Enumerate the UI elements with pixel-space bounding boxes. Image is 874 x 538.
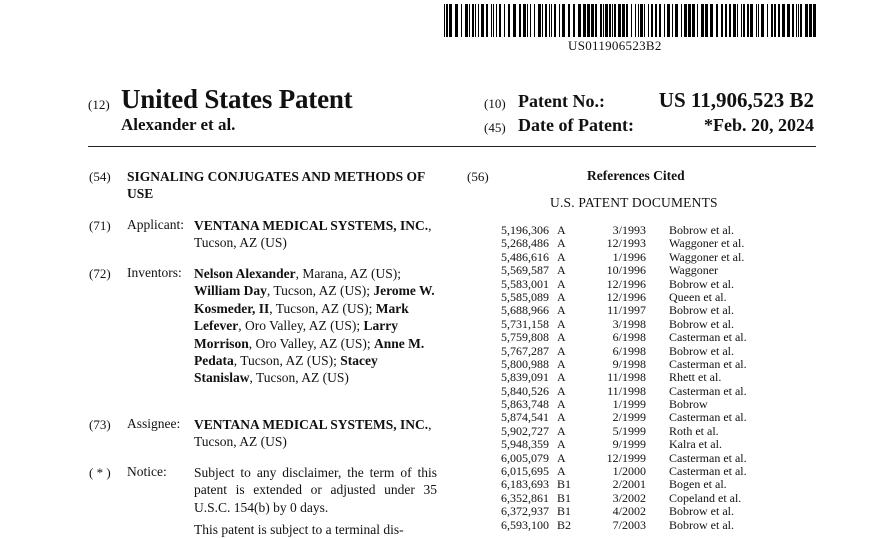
reference-row — [486, 237, 826, 250]
reference-date: 3/1998 — [612, 316, 646, 331]
reference-number: 5,902,727 — [501, 423, 549, 438]
reference-date: 10/1996 — [606, 263, 646, 278]
inventors-list — [194, 265, 439, 387]
reference-inventor: Bobrow et al. — [669, 504, 734, 519]
reference-row — [486, 505, 826, 518]
references-cited-heading: References Cited — [587, 168, 685, 183]
reference-date: 12/1996 — [606, 289, 646, 304]
reference-inventor: Bobrow et al. — [669, 303, 734, 318]
reference-inventor: Kalra et al. — [669, 437, 722, 452]
reference-kind: A — [557, 276, 566, 291]
assignee — [194, 416, 439, 451]
reference-number: 5,863,748 — [501, 397, 549, 412]
reference-date: 12/1999 — [606, 450, 646, 465]
inventors-label: Inventors: — [127, 265, 182, 280]
reference-inventor: Bobrow — [669, 397, 708, 412]
reference-inventor: Casterman et al. — [669, 356, 747, 371]
reference-number: 5,874,541 — [501, 410, 549, 425]
reference-inventor: Rhett et al. — [669, 370, 722, 385]
reference-number: 6,372,937 — [501, 504, 549, 519]
terminal-disclaimer-text: This patent is subject to a terminal dis- — [194, 522, 404, 537]
reference-date: 11/1998 — [607, 383, 646, 398]
reference-kind: A — [557, 263, 566, 278]
authors: Alexander et al. — [121, 115, 236, 134]
reference-inventor: Bobrow et al. — [669, 316, 734, 331]
reference-number: 6,593,100 — [501, 517, 549, 532]
reference-kind: B1 — [557, 477, 572, 492]
reference-date: 12/1996 — [606, 276, 646, 291]
reference-inventor: Waggoner — [669, 263, 719, 278]
reference-kind: A — [557, 236, 566, 251]
inventor-name: Larry Morrison — [194, 318, 398, 351]
reference-row — [486, 278, 826, 291]
reference-row — [486, 452, 826, 465]
date-of-patent-label: Date of Patent: — [518, 115, 634, 135]
reference-kind: A — [557, 370, 566, 385]
reference-date: 12/1993 — [606, 236, 646, 251]
patent-barcode — [444, 4, 816, 37]
reference-date: 7/2003 — [612, 517, 646, 532]
reference-number: 5,839,091 — [501, 370, 549, 385]
code-10: (10) — [484, 96, 506, 111]
reference-date: 2/1999 — [612, 410, 646, 425]
reference-inventor: Casterman et al. — [669, 330, 747, 345]
reference-number: 6,005,079 — [501, 450, 549, 465]
reference-row — [486, 492, 826, 505]
reference-number: 5,268,486 — [501, 236, 549, 251]
reference-date: 11/1998 — [607, 370, 646, 385]
inventor-name: Anne M. Pedata — [194, 335, 425, 369]
reference-inventor: Casterman et al. — [669, 410, 747, 425]
inventor-location: , Tucson, AZ (US); — [233, 353, 341, 369]
patent-number: US 11,906,523 B2 — [658, 88, 814, 112]
reference-inventor: Bogen et al. — [669, 477, 727, 492]
reference-inventor: Queen et al. — [669, 289, 727, 304]
reference-date: 2/2001 — [612, 477, 646, 492]
code-notice: ( * ) — [89, 465, 111, 480]
reference-kind: A — [557, 343, 566, 358]
reference-row — [486, 411, 826, 424]
inventor-name: William Day — [194, 283, 267, 299]
reference-kind: B2 — [557, 517, 572, 532]
reference-date: 9/1999 — [612, 437, 646, 452]
reference-row — [486, 318, 826, 331]
reference-date: 11/1997 — [607, 303, 646, 318]
patent-number-label: Patent No.: — [518, 91, 605, 111]
reference-kind: A — [557, 383, 566, 398]
reference-kind: A — [557, 450, 566, 465]
applicant-location: , Tucson, AZ (US) — [194, 218, 432, 251]
reference-row — [486, 224, 826, 237]
inventor-name: Jerome W. Kosmeder, II — [194, 283, 435, 316]
reference-row — [486, 438, 826, 451]
applicant-name: VENTANA MEDICAL SYSTEMS, INC. — [194, 218, 429, 233]
reference-kind: B1 — [557, 490, 572, 505]
reference-kind: A — [557, 316, 566, 331]
reference-date: 3/1993 — [612, 223, 646, 237]
us-patent-documents-heading: U.S. PATENT DOCUMENTS — [550, 195, 718, 210]
reference-kind: B1 — [557, 504, 572, 519]
reference-row — [486, 304, 826, 317]
reference-number: 6,015,695 — [501, 464, 549, 479]
reference-kind: A — [557, 223, 566, 237]
reference-kind: A — [557, 437, 566, 452]
reference-date: 6/1998 — [612, 330, 646, 345]
reference-kind: A — [557, 423, 566, 438]
reference-number: 6,352,861 — [501, 490, 549, 505]
reference-number: 5,486,616 — [501, 249, 549, 264]
reference-row — [486, 358, 826, 371]
reference-number: 5,759,808 — [501, 330, 549, 345]
reference-kind: A — [557, 303, 566, 318]
reference-inventor: Casterman et al. — [669, 450, 747, 465]
applicant — [194, 217, 439, 252]
applicant-label: Applicant: — [127, 217, 184, 232]
code-72: (72) — [89, 266, 111, 281]
reference-number: 5,767,287 — [501, 343, 549, 358]
reference-kind: A — [557, 464, 566, 479]
reference-inventor: Waggoner et al. — [669, 236, 745, 251]
reference-date: 1/1999 — [612, 397, 646, 412]
references-list — [486, 224, 826, 532]
assignee-location: , Tucson, AZ (US) — [194, 417, 432, 450]
reference-row — [486, 371, 826, 384]
code-56: (56) — [467, 169, 489, 184]
code-71: (71) — [89, 218, 111, 233]
reference-row — [486, 264, 826, 277]
reference-inventor: Bobrow et al. — [669, 343, 734, 358]
reference-kind: A — [557, 356, 566, 371]
reference-kind: A — [557, 330, 566, 345]
reference-date: 1/1996 — [612, 249, 646, 264]
reference-row — [486, 331, 826, 344]
reference-kind: A — [557, 249, 566, 264]
inventor-name: Mark Lefever — [194, 300, 409, 334]
code-54: (54) — [89, 169, 111, 184]
reference-number: 5,840,526 — [501, 383, 549, 398]
code-73: (73) — [89, 417, 111, 432]
reference-inventor: Copeland et al. — [669, 490, 742, 505]
reference-row — [486, 251, 826, 264]
invention-title: SIGNALING CONJUGATES AND METHODS OF USE — [127, 169, 425, 202]
assignee-label: Assignee: — [127, 416, 181, 431]
reference-inventor: Bobrow et al. — [669, 223, 734, 237]
reference-number: 5,800,988 — [501, 356, 549, 371]
reference-inventor: Casterman et al. — [669, 383, 747, 398]
notice-label: Notice: — [127, 464, 167, 479]
reference-inventor: Bobrow et al. — [669, 276, 734, 291]
reference-row — [486, 478, 826, 491]
reference-row — [486, 425, 826, 438]
inventor-name: Nelson Alexander — [194, 266, 296, 281]
inventor-location: , Oro Valley, AZ (US); — [248, 335, 374, 351]
reference-number: 5,196,306 — [501, 223, 549, 237]
header-divider — [88, 146, 816, 147]
reference-inventor: Waggoner et al. — [669, 249, 745, 264]
inventor-location: , Tucson, AZ (US); — [269, 300, 376, 316]
date-of-patent: *Feb. 20, 2024 — [704, 115, 814, 135]
reference-number: 5,948,359 — [501, 437, 549, 452]
reference-row — [486, 345, 826, 358]
reference-inventor: Bobrow et al. — [669, 517, 734, 532]
reference-date: 1/2000 — [612, 464, 646, 479]
reference-number: 5,688,966 — [501, 303, 549, 318]
reference-date: 5/1999 — [612, 423, 646, 438]
reference-number: 6,183,693 — [501, 477, 549, 492]
assignee-name: VENTANA MEDICAL SYSTEMS, INC. — [194, 417, 429, 432]
code-12: (12) — [88, 97, 110, 112]
reference-inventor: Casterman et al. — [669, 464, 747, 479]
reference-row — [486, 291, 826, 304]
reference-date: 6/1998 — [612, 343, 646, 358]
reference-date: 3/2002 — [612, 490, 646, 505]
inventor-name: Stacey Stanislaw — [194, 353, 378, 386]
reference-number: 5,731,158 — [501, 316, 549, 331]
reference-number: 5,585,089 — [501, 289, 549, 304]
reference-row — [486, 398, 826, 411]
inventor-location: , Tucson, AZ (US) — [249, 370, 349, 386]
reference-kind: A — [557, 289, 566, 304]
inventor-location: , Marana, AZ (US); — [295, 266, 401, 281]
reference-date: 4/2002 — [612, 504, 646, 519]
reference-date: 9/1998 — [612, 356, 646, 371]
reference-kind: A — [557, 397, 566, 412]
reference-row — [486, 385, 826, 398]
reference-number: 5,583,001 — [501, 276, 549, 291]
barcode-number: US011906523B2 — [568, 38, 662, 53]
reference-inventor: Roth et al. — [669, 423, 719, 438]
patent-type-title: United States Patent — [121, 84, 353, 114]
reference-number: 5,569,587 — [501, 263, 549, 278]
inventor-location: , Tucson, AZ (US); — [266, 283, 374, 299]
inventor-location: , Oro Valley, AZ (US); — [238, 318, 364, 334]
notice-text: Subject to any disclaimer, the term of this patent is extended or adjusted under 35 U.S.C. 154(b) by 0 days. — [194, 465, 437, 515]
reference-kind: A — [557, 410, 566, 425]
reference-row — [486, 465, 826, 478]
code-45: (45) — [484, 120, 506, 135]
